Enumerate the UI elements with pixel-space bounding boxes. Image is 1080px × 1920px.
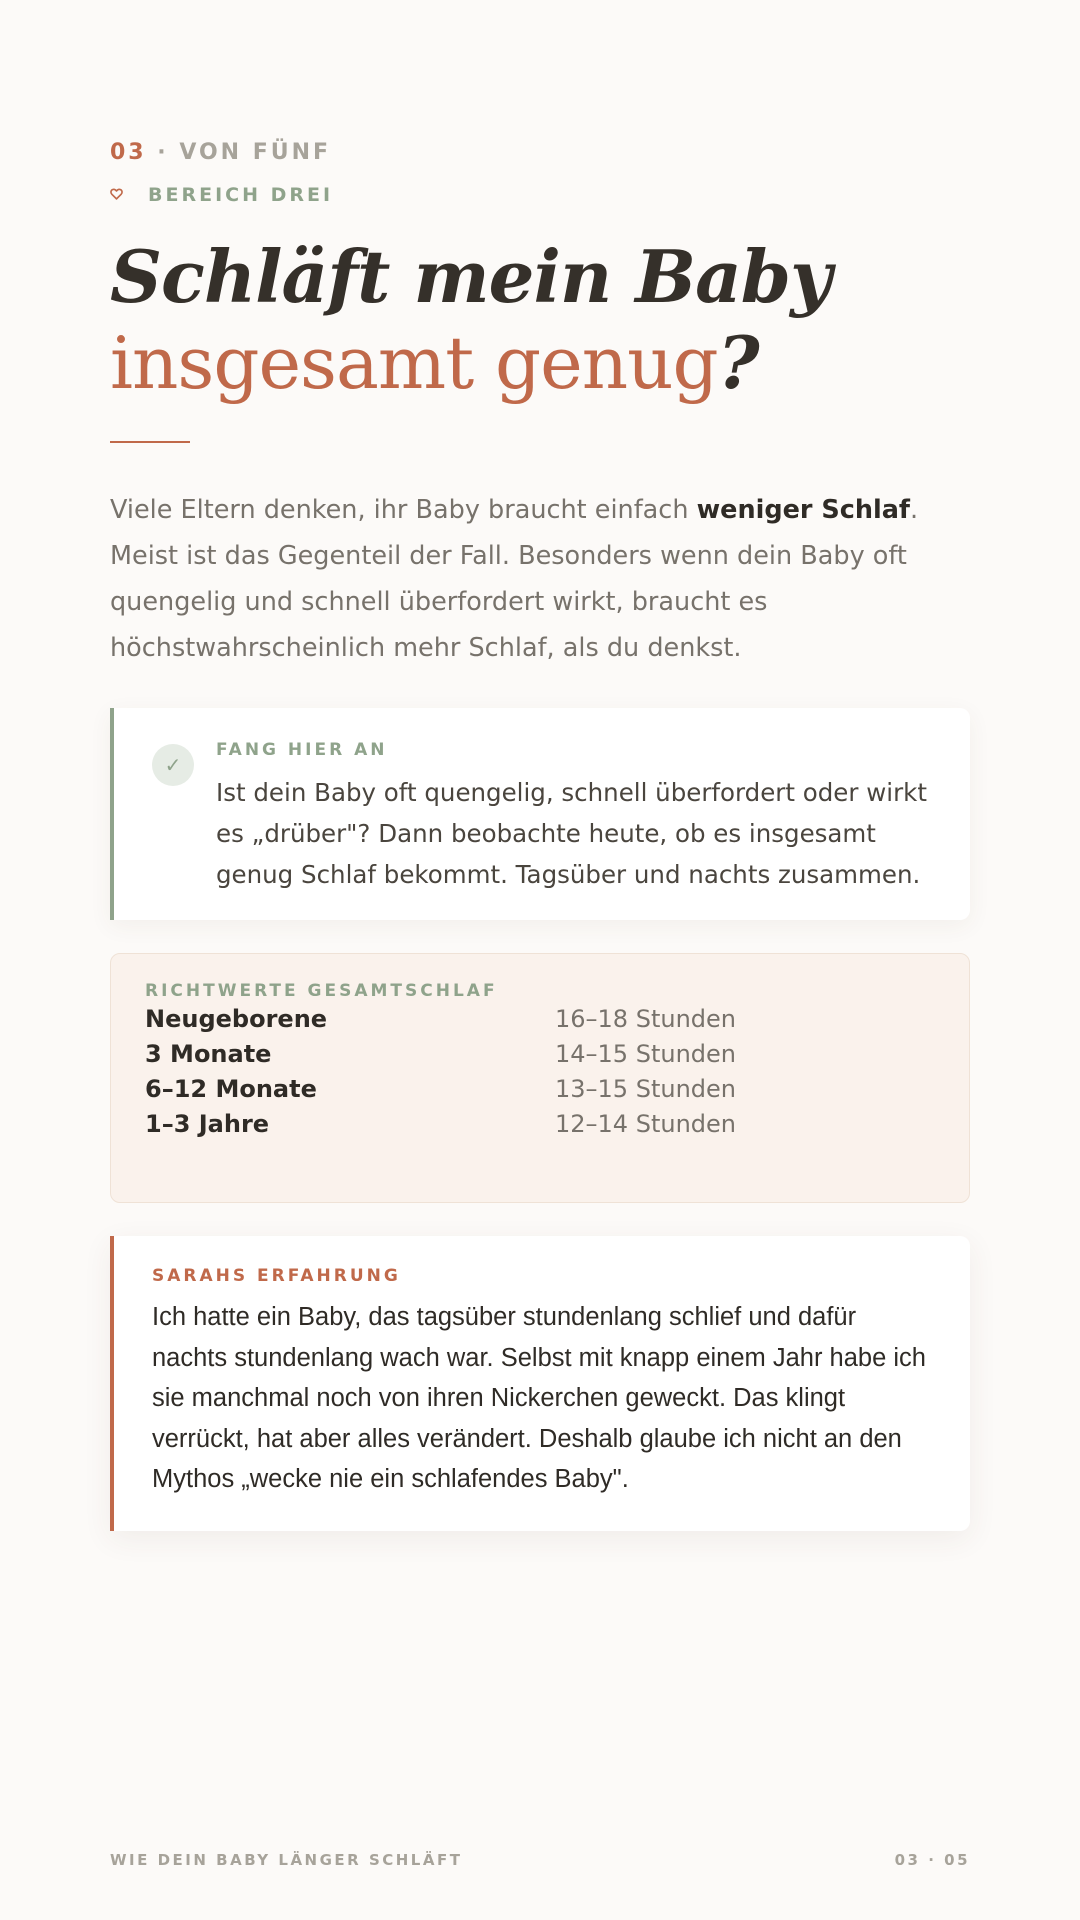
title-divider	[110, 441, 190, 443]
hours-cell: 13–15 Stunden	[555, 1075, 736, 1103]
section-label-text: BEREICH DREI	[148, 184, 334, 206]
title-accent: insgesamt genug	[110, 321, 718, 405]
sleep-guidelines-table	[110, 953, 970, 1203]
title-question-mark: ?	[717, 320, 759, 405]
step-number: 03	[110, 140, 147, 165]
page-title	[110, 234, 831, 406]
experience-text: Ich hatte ein Baby, das tagsüber stundenlang schlief und dafür nachts stundenlang wach war. Selbst mit knapp einem Jahr habe ich sie manchmal noch von ihren Nickerchen geweckt. Das klingt verrückt, hat aber alles verändert. Deshalb glaube ich nicht an den Mythos „wecke nie ein schlafendes Baby".	[152, 1303, 926, 1493]
table-row	[145, 1103, 945, 1146]
hours-cell: 16–18 Stunden	[555, 1005, 736, 1033]
start-here-label: FANG HIER AN	[216, 740, 388, 760]
experience-label: SARAHS ERFAHRUNG	[152, 1266, 401, 1286]
heart-icon	[110, 185, 126, 205]
hours-cell: 14–15 Stunden	[555, 1040, 736, 1068]
age-cell: Neugeborene	[145, 1005, 328, 1033]
page-number: 03 · 05	[894, 1851, 970, 1869]
intro-text-1: Viele Eltern denken, ihr Baby braucht einfach	[110, 495, 697, 525]
check-icon: ✓	[152, 744, 194, 786]
intro-paragraph	[110, 487, 970, 671]
start-here-text: Ist dein Baby oft quengelig, schnell überfordert oder wirkt es „drüber"? Dann beobachte heute, ob es insgesamt genug Schlaf bekommt. Tagsüber und nachts zusammen.	[216, 778, 927, 889]
age-cell: 3 Monate	[145, 1040, 272, 1068]
intro-bold: weniger Schlaf	[696, 495, 911, 525]
table-heading: RICHTWERTE GESAMTSCHLAF	[145, 981, 498, 1001]
experience-quote-card	[110, 1236, 970, 1531]
footer-title: WIE DEIN BABY LÄNGER SCHLÄFT	[110, 1851, 463, 1869]
intro-text-2: . Meist ist das Gegenteil der Fall. Besonders wenn dein Baby oft quengelig und schnell überfordert wirkt, braucht es höchstwahrscheinlich mehr Schlaf, als du denkst.	[110, 495, 919, 663]
title-line-1: Schläft mein Baby	[110, 234, 831, 319]
hours-cell: 12–14 Stunden	[555, 1110, 736, 1138]
step-indicator	[110, 140, 331, 165]
age-cell: 6–12 Monate	[145, 1075, 317, 1103]
section-label	[110, 184, 333, 206]
start-here-card	[110, 708, 970, 920]
step-total: · VON FÜNF	[157, 140, 332, 165]
age-cell: 1–3 Jahre	[145, 1110, 270, 1138]
